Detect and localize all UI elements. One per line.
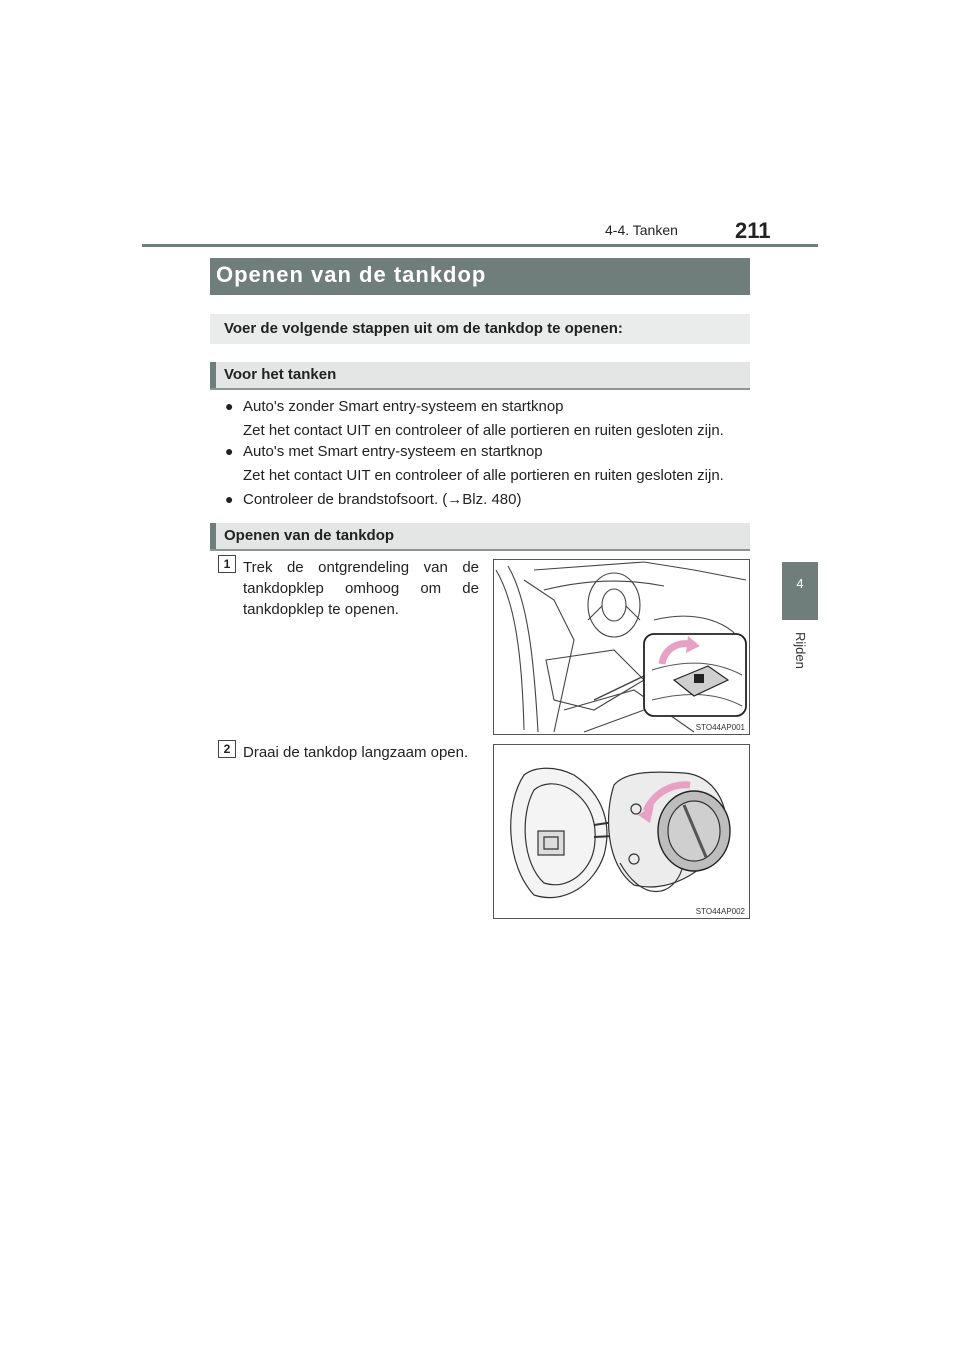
bullet-detail: Zet het contact UIT en controleer of alle portieren en ruiten gesloten zijn.	[243, 467, 724, 484]
chapter-name-text: Rijden	[793, 632, 808, 669]
header-rule	[142, 244, 818, 247]
fuel-cap-illustration	[494, 745, 749, 918]
subheading-accent	[210, 362, 216, 388]
step-badge-1: 1	[218, 555, 236, 573]
figure-code: STO44AP001	[695, 723, 745, 732]
subheading-accent	[210, 523, 216, 549]
bullet-title: Controleer de brandstofsoort. (→Blz. 480)	[243, 491, 522, 508]
step-badge-2: 2	[218, 740, 236, 758]
car-interior-illustration	[494, 560, 749, 734]
chapter-tab	[782, 562, 818, 620]
bullet-icon: ●	[225, 443, 234, 459]
figure-fuel-cap	[493, 744, 750, 919]
figure-code: STO44AP002	[695, 907, 745, 916]
bullet-title: Auto's met Smart entry-systeem en startknop	[243, 443, 543, 460]
subheading-open-cap: Openen van de tankdop	[224, 527, 395, 544]
main-title: Openen van de tankdop	[216, 262, 487, 287]
bullet-detail: Zet het contact UIT en controleer of alle portieren en ruiten gesloten zijn.	[243, 422, 724, 439]
chapter-number: 4	[796, 576, 804, 591]
step-2-text: Draai de tankdop langzaam open.	[243, 744, 469, 761]
step-1-text	[243, 557, 479, 620]
step-1-line: tankdopklep te openen.	[243, 601, 399, 618]
figure-fuel-door-release	[493, 559, 750, 735]
intro-text: Voer de volgende stappen uit om de tankdop te openen:	[224, 320, 623, 337]
section-label: 4-4. Tanken	[605, 222, 678, 238]
step-1-line: Trek de ontgrendeling van de	[243, 559, 479, 576]
chapter-name	[778, 632, 818, 692]
bullet-icon: ●	[225, 398, 234, 414]
bullet-title: Auto's zonder Smart entry-systeem en startknop	[243, 398, 564, 415]
subheading-before-refuel: Voor het tanken	[224, 366, 337, 383]
step-1-line: tankdopklep omhoog om de	[243, 580, 479, 597]
page-number: 211	[735, 218, 771, 243]
bullet-icon: ●	[225, 491, 234, 507]
